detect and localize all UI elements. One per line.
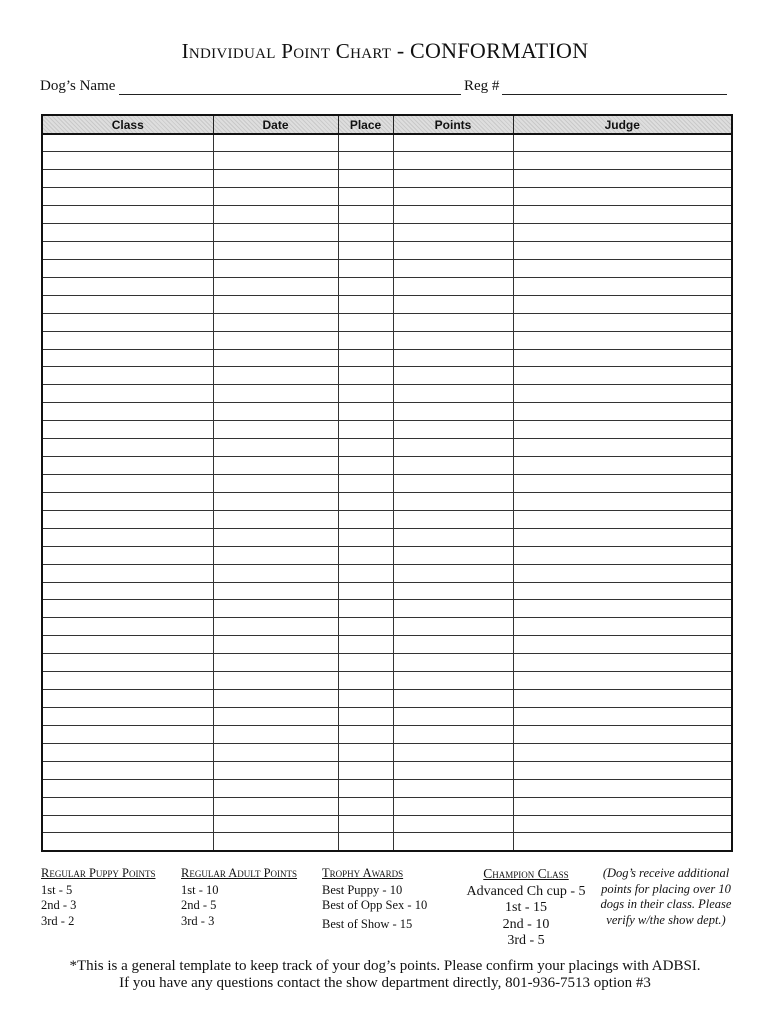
- cell-place[interactable]: [338, 367, 393, 385]
- cell-class[interactable]: [42, 277, 213, 295]
- cell-date[interactable]: [213, 725, 338, 743]
- cell-points[interactable]: [393, 206, 513, 224]
- cell-judge[interactable]: [513, 797, 732, 815]
- cell-date[interactable]: [213, 618, 338, 636]
- cell-class[interactable]: [42, 170, 213, 188]
- adult-points-heading: Regular Adult Points: [181, 866, 298, 880]
- cell-class[interactable]: [42, 528, 213, 546]
- cell-place[interactable]: [338, 439, 393, 457]
- cell-date[interactable]: [213, 349, 338, 367]
- cell-judge[interactable]: [513, 564, 732, 582]
- cell-date[interactable]: [213, 134, 338, 152]
- table-row: [42, 403, 732, 421]
- cell-points[interactable]: [393, 295, 513, 313]
- cell-points[interactable]: [393, 492, 513, 510]
- cell-judge[interactable]: [513, 295, 732, 313]
- cell-date[interactable]: [213, 331, 338, 349]
- cell-date[interactable]: [213, 439, 338, 457]
- title-dash: -: [396, 38, 405, 63]
- table-row: [42, 779, 732, 797]
- trophy-award-item: Best Puppy - 10: [322, 882, 403, 897]
- cell-judge[interactable]: [513, 385, 732, 403]
- cell-date[interactable]: [213, 833, 338, 851]
- table-row: [42, 618, 732, 636]
- header-points: Points: [393, 115, 513, 134]
- cell-date[interactable]: [213, 743, 338, 761]
- cell-date[interactable]: [213, 708, 338, 726]
- cell-class[interactable]: [42, 421, 213, 439]
- cell-class[interactable]: [42, 510, 213, 528]
- champion-item: Advanced Ch cup - 5: [466, 883, 586, 899]
- table-row: [42, 654, 732, 672]
- cell-points[interactable]: [393, 277, 513, 295]
- dog-info-line: [40, 78, 730, 100]
- cell-points[interactable]: [393, 188, 513, 206]
- cell-judge[interactable]: [513, 188, 732, 206]
- cell-judge[interactable]: [513, 600, 732, 618]
- champion-item: 3rd - 5: [507, 933, 545, 948]
- trophy-awards-heading: Trophy Awards: [322, 866, 404, 880]
- cell-place[interactable]: [338, 582, 393, 600]
- cell-place[interactable]: [338, 152, 393, 170]
- legend-champion-class: [458, 866, 594, 950]
- cell-place[interactable]: [338, 492, 393, 510]
- table-row: [42, 259, 732, 277]
- cell-date[interactable]: [213, 779, 338, 797]
- cell-place[interactable]: [338, 708, 393, 726]
- table-row: [42, 743, 732, 761]
- cell-judge[interactable]: [513, 331, 732, 349]
- cell-place[interactable]: [338, 188, 393, 206]
- cell-points[interactable]: [393, 833, 513, 851]
- cell-class[interactable]: [42, 224, 213, 242]
- cell-class[interactable]: [42, 367, 213, 385]
- cell-points[interactable]: [393, 331, 513, 349]
- cell-judge[interactable]: [513, 492, 732, 510]
- puppy-point-item: 1st - 5: [41, 882, 73, 897]
- cell-date[interactable]: [213, 403, 338, 421]
- cell-class[interactable]: [42, 259, 213, 277]
- cell-place[interactable]: [338, 331, 393, 349]
- cell-date[interactable]: [213, 313, 338, 331]
- cell-place[interactable]: [338, 564, 393, 582]
- table-row: [42, 367, 732, 385]
- cell-class[interactable]: [42, 546, 213, 564]
- puppy-points-heading: Regular Puppy Points: [41, 866, 156, 880]
- cell-class[interactable]: [42, 242, 213, 260]
- cell-judge[interactable]: [513, 743, 732, 761]
- cell-judge[interactable]: [513, 815, 732, 833]
- champion-class-heading: Champion Class: [483, 866, 569, 881]
- table-row: [42, 636, 732, 654]
- cell-judge[interactable]: [513, 582, 732, 600]
- cell-date[interactable]: [213, 242, 338, 260]
- table-row: [42, 761, 732, 779]
- cell-class[interactable]: [42, 672, 213, 690]
- cell-judge[interactable]: [513, 546, 732, 564]
- cell-judge[interactable]: [513, 708, 732, 726]
- table-row: [42, 528, 732, 546]
- cell-judge[interactable]: [513, 152, 732, 170]
- table-row: [42, 510, 732, 528]
- cell-points[interactable]: [393, 457, 513, 475]
- cell-class[interactable]: [42, 743, 213, 761]
- cell-place[interactable]: [338, 528, 393, 546]
- table-row: [42, 564, 732, 582]
- cell-date[interactable]: [213, 690, 338, 708]
- table-row: [42, 833, 732, 851]
- cell-points[interactable]: [393, 475, 513, 493]
- cell-class[interactable]: [42, 439, 213, 457]
- cell-place[interactable]: [338, 779, 393, 797]
- table-body: [42, 134, 732, 851]
- table-row: [42, 206, 732, 224]
- cell-date[interactable]: [213, 277, 338, 295]
- cell-place[interactable]: [338, 277, 393, 295]
- cell-judge[interactable]: [513, 349, 732, 367]
- cell-class[interactable]: [42, 206, 213, 224]
- cell-class[interactable]: [42, 295, 213, 313]
- cell-points[interactable]: [393, 761, 513, 779]
- champion-item: 2nd - 10: [502, 916, 550, 932]
- legend-puppy-points: [41, 866, 176, 929]
- cell-points[interactable]: [393, 582, 513, 600]
- cell-date[interactable]: [213, 457, 338, 475]
- cell-place[interactable]: [338, 421, 393, 439]
- cell-points[interactable]: [393, 797, 513, 815]
- cell-judge[interactable]: [513, 528, 732, 546]
- table-row: [42, 134, 732, 152]
- cell-place[interactable]: [338, 725, 393, 743]
- point-chart-table: [41, 114, 733, 852]
- dogs-receive-note: (Dog’s receive additional points for placing over 10 dogs in their class. Please verify w/the show dept.): [600, 866, 732, 927]
- cell-class[interactable]: [42, 815, 213, 833]
- puppy-point-item: 2nd - 3: [41, 898, 77, 912]
- adult-point-item: 2nd - 5: [181, 898, 217, 912]
- cell-date[interactable]: [213, 761, 338, 779]
- cell-date[interactable]: [213, 152, 338, 170]
- cell-class[interactable]: [42, 779, 213, 797]
- table-row: [42, 600, 732, 618]
- cell-class[interactable]: [42, 385, 213, 403]
- cell-judge[interactable]: [513, 367, 732, 385]
- cell-class[interactable]: [42, 313, 213, 331]
- cell-judge[interactable]: [513, 259, 732, 277]
- reg-field[interactable]: [502, 94, 727, 95]
- cell-class[interactable]: [42, 349, 213, 367]
- cell-date[interactable]: [213, 797, 338, 815]
- cell-points[interactable]: [393, 170, 513, 188]
- cell-points[interactable]: [393, 313, 513, 331]
- cell-date[interactable]: [213, 546, 338, 564]
- cell-points[interactable]: [393, 510, 513, 528]
- title-part2: CONFORMATION: [410, 38, 589, 63]
- cell-judge[interactable]: [513, 510, 732, 528]
- cell-place[interactable]: [338, 510, 393, 528]
- cell-date[interactable]: [213, 475, 338, 493]
- cell-place[interactable]: [338, 475, 393, 493]
- cell-points[interactable]: [393, 259, 513, 277]
- footer-line-2: If you have any questions contact the show department directly, 801-936-7513 option #3: [119, 975, 651, 991]
- footer-disclaimer: [0, 958, 770, 992]
- header-place: Place: [338, 115, 393, 134]
- cell-judge[interactable]: [513, 690, 732, 708]
- header-judge: Judge: [513, 115, 732, 134]
- table-row: [42, 582, 732, 600]
- cell-date[interactable]: [213, 528, 338, 546]
- cell-judge[interactable]: [513, 833, 732, 851]
- cell-points[interactable]: [393, 403, 513, 421]
- cell-place[interactable]: [338, 457, 393, 475]
- cell-points[interactable]: [393, 152, 513, 170]
- cell-judge[interactable]: [513, 725, 732, 743]
- cell-judge[interactable]: [513, 779, 732, 797]
- cell-class[interactable]: [42, 331, 213, 349]
- cell-class[interactable]: [42, 654, 213, 672]
- cell-points[interactable]: [393, 439, 513, 457]
- cell-date[interactable]: [213, 815, 338, 833]
- table-row: [42, 492, 732, 510]
- cell-place[interactable]: [338, 743, 393, 761]
- cell-place[interactable]: [338, 815, 393, 833]
- cell-date[interactable]: [213, 564, 338, 582]
- cell-place[interactable]: [338, 636, 393, 654]
- cell-judge[interactable]: [513, 439, 732, 457]
- cell-date[interactable]: [213, 654, 338, 672]
- cell-points[interactable]: [393, 690, 513, 708]
- cell-place[interactable]: [338, 600, 393, 618]
- table-row: [42, 815, 732, 833]
- cell-date[interactable]: [213, 385, 338, 403]
- table-row: [42, 457, 732, 475]
- cell-date[interactable]: [213, 170, 338, 188]
- cell-place[interactable]: [338, 672, 393, 690]
- header-date: Date: [213, 115, 338, 134]
- table-row: [42, 672, 732, 690]
- dogs-name-label: Dog’s Name: [40, 78, 116, 94]
- table-row: [42, 224, 732, 242]
- cell-date[interactable]: [213, 224, 338, 242]
- cell-class[interactable]: [42, 600, 213, 618]
- cell-class[interactable]: [42, 492, 213, 510]
- cell-points[interactable]: [393, 367, 513, 385]
- cell-judge[interactable]: [513, 475, 732, 493]
- cell-points[interactable]: [393, 815, 513, 833]
- cell-judge[interactable]: [513, 618, 732, 636]
- table-row: [42, 690, 732, 708]
- table-row: [42, 295, 732, 313]
- cell-date[interactable]: [213, 188, 338, 206]
- cell-date[interactable]: [213, 672, 338, 690]
- cell-date[interactable]: [213, 600, 338, 618]
- cell-class[interactable]: [42, 152, 213, 170]
- cell-class[interactable]: [42, 708, 213, 726]
- cell-place[interactable]: [338, 403, 393, 421]
- cell-place[interactable]: [338, 170, 393, 188]
- cell-class[interactable]: [42, 457, 213, 475]
- table-row: [42, 797, 732, 815]
- cell-judge[interactable]: [513, 313, 732, 331]
- cell-points[interactable]: [393, 654, 513, 672]
- cell-class[interactable]: [42, 725, 213, 743]
- cell-judge[interactable]: [513, 672, 732, 690]
- cell-date[interactable]: [213, 259, 338, 277]
- legend-adult-points: [181, 866, 316, 929]
- cell-place[interactable]: [338, 313, 393, 331]
- cell-place[interactable]: [338, 833, 393, 851]
- cell-judge[interactable]: [513, 457, 732, 475]
- cell-date[interactable]: [213, 367, 338, 385]
- cell-class[interactable]: [42, 134, 213, 152]
- cell-class[interactable]: [42, 797, 213, 815]
- cell-judge[interactable]: [513, 170, 732, 188]
- cell-class[interactable]: [42, 475, 213, 493]
- table-row: [42, 475, 732, 493]
- cell-place[interactable]: [338, 385, 393, 403]
- cell-place[interactable]: [338, 206, 393, 224]
- cell-judge[interactable]: [513, 403, 732, 421]
- table-row: [42, 349, 732, 367]
- cell-date[interactable]: [213, 636, 338, 654]
- cell-points[interactable]: [393, 672, 513, 690]
- table-row: [42, 546, 732, 564]
- cell-class[interactable]: [42, 690, 213, 708]
- footer-line-1: *This is a general template to keep track of your dog’s points. Please confirm your placings with ADBSI.: [69, 958, 701, 974]
- puppy-point-item: 3rd - 2: [41, 913, 75, 928]
- cell-judge[interactable]: [513, 277, 732, 295]
- cell-points[interactable]: [393, 618, 513, 636]
- adult-point-item: 1st - 10: [181, 882, 219, 897]
- cell-place[interactable]: [338, 349, 393, 367]
- cell-place[interactable]: [338, 761, 393, 779]
- cell-class[interactable]: [42, 761, 213, 779]
- cell-place[interactable]: [338, 224, 393, 242]
- cell-place[interactable]: [338, 690, 393, 708]
- champion-item: 1st - 15: [505, 900, 547, 915]
- cell-date[interactable]: [213, 206, 338, 224]
- cell-points[interactable]: [393, 546, 513, 564]
- table-row: [42, 277, 732, 295]
- table-row: [42, 421, 732, 439]
- cell-points[interactable]: [393, 779, 513, 797]
- table-row: [42, 331, 732, 349]
- cell-class[interactable]: [42, 636, 213, 654]
- cell-judge[interactable]: [513, 761, 732, 779]
- cell-judge[interactable]: [513, 134, 732, 152]
- cell-judge[interactable]: [513, 654, 732, 672]
- table-row: [42, 152, 732, 170]
- cell-place[interactable]: [338, 242, 393, 260]
- table-row: [42, 725, 732, 743]
- cell-points[interactable]: [393, 421, 513, 439]
- cell-points[interactable]: [393, 134, 513, 152]
- cell-judge[interactable]: [513, 636, 732, 654]
- cell-class[interactable]: [42, 582, 213, 600]
- cell-points[interactable]: [393, 743, 513, 761]
- cell-points[interactable]: [393, 636, 513, 654]
- cell-points[interactable]: [393, 385, 513, 403]
- cell-judge[interactable]: [513, 242, 732, 260]
- cell-judge[interactable]: [513, 224, 732, 242]
- cell-date[interactable]: [213, 582, 338, 600]
- cell-points[interactable]: [393, 224, 513, 242]
- cell-class[interactable]: [42, 564, 213, 582]
- trophy-award-item: Best of Show - 15: [322, 916, 413, 931]
- cell-class[interactable]: [42, 403, 213, 421]
- cell-judge[interactable]: [513, 206, 732, 224]
- cell-place[interactable]: [338, 134, 393, 152]
- cell-class[interactable]: [42, 618, 213, 636]
- legend-trophy-awards: [322, 866, 452, 932]
- table-row: [42, 170, 732, 188]
- header-class: Class: [42, 115, 213, 134]
- title-part1: Individual Point Chart: [181, 39, 392, 63]
- cell-date[interactable]: [213, 421, 338, 439]
- cell-points[interactable]: [393, 708, 513, 726]
- table-row: [42, 188, 732, 206]
- cell-points[interactable]: [393, 564, 513, 582]
- cell-points[interactable]: [393, 242, 513, 260]
- table-row: [42, 242, 732, 260]
- cell-date[interactable]: [213, 510, 338, 528]
- table-row: [42, 439, 732, 457]
- cell-points[interactable]: [393, 600, 513, 618]
- reg-label: Reg #: [464, 78, 500, 94]
- cell-date[interactable]: [213, 492, 338, 510]
- cell-place[interactable]: [338, 546, 393, 564]
- cell-place[interactable]: [338, 797, 393, 815]
- cell-judge[interactable]: [513, 421, 732, 439]
- cell-date[interactable]: [213, 295, 338, 313]
- cell-place[interactable]: [338, 295, 393, 313]
- cell-place[interactable]: [338, 618, 393, 636]
- trophy-award-item: Best of Opp Sex - 10: [322, 898, 428, 912]
- table-row: [42, 708, 732, 726]
- cell-place[interactable]: [338, 654, 393, 672]
- cell-class[interactable]: [42, 188, 213, 206]
- cell-points[interactable]: [393, 349, 513, 367]
- page-title: [0, 38, 770, 64]
- table-row: [42, 385, 732, 403]
- cell-points[interactable]: [393, 725, 513, 743]
- cell-points[interactable]: [393, 528, 513, 546]
- adult-point-item: 3rd - 3: [181, 913, 215, 928]
- dogs-name-field[interactable]: [119, 94, 461, 95]
- table-row: [42, 313, 732, 331]
- cell-class[interactable]: [42, 833, 213, 851]
- cell-place[interactable]: [338, 259, 393, 277]
